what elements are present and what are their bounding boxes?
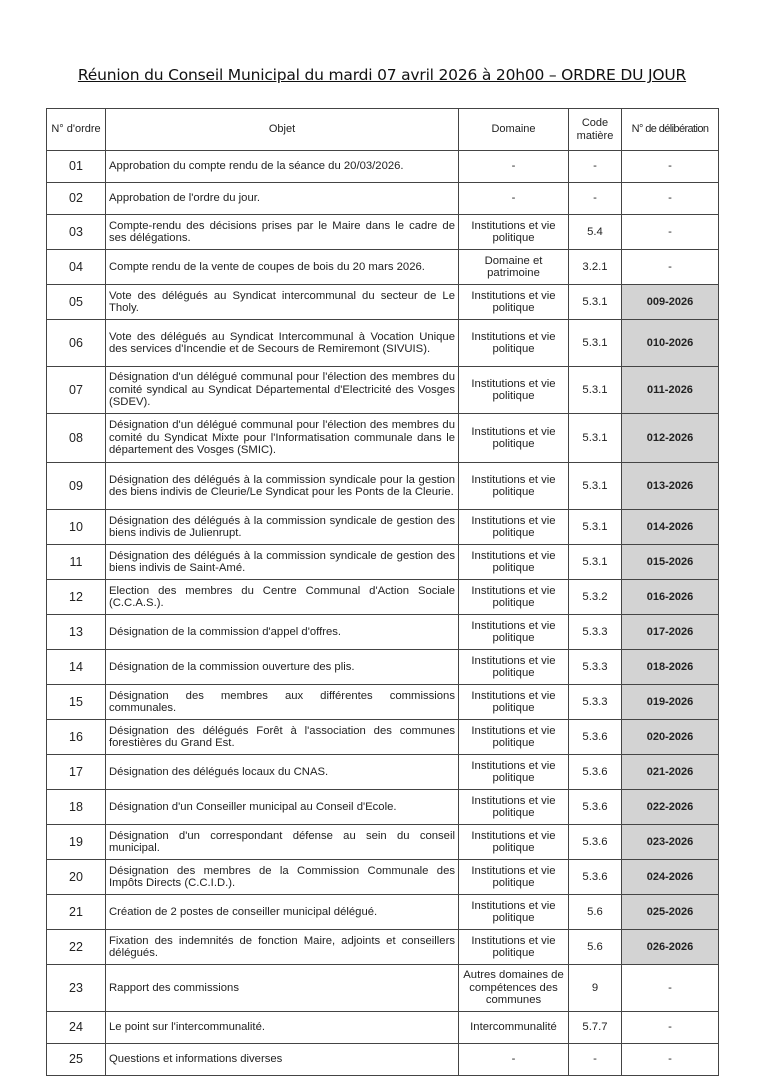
- cell-domaine: Institutions et vie politique: [459, 463, 569, 510]
- cell-objet: Désignation des délégués à la commission syndicale pour la gestion des biens indivis de Cleurie/Le Syndicat pour les Ponts de la Cleurie.: [106, 463, 459, 510]
- cell-domaine: Intercommunalité: [459, 1012, 569, 1044]
- cell-domaine: Domaine et patrimoine: [459, 250, 569, 285]
- cell-delib: 021-2026: [622, 755, 719, 790]
- cell-objet: Création de 2 postes de conseiller municipal délégué.: [106, 895, 459, 930]
- cell-code: 3.2.1: [569, 250, 622, 285]
- cell-delib: -: [622, 215, 719, 250]
- cell-delib: -: [622, 965, 719, 1012]
- cell-domaine: -: [459, 151, 569, 183]
- header-objet: Objet: [106, 109, 459, 151]
- page-title: Réunion du Conseil Municipal du mardi 07 avril 2026 à 20h00 – ORDRE DU JOUR: [77, 66, 687, 84]
- table-row: [47, 615, 719, 650]
- cell-objet: Désignation d'un délégué communal pour l'élection des membres du comité du Syndicat Mixte pour l'Informatisation communale dans le département des Vosges (SMIC).: [106, 414, 459, 463]
- cell-code: 5.3.6: [569, 720, 622, 755]
- cell-domaine: -: [459, 1044, 569, 1076]
- cell-delib: 023-2026: [622, 825, 719, 860]
- cell-delib: -: [622, 250, 719, 285]
- cell-objet: Le point sur l'intercommunalité.: [106, 1012, 459, 1044]
- table-row: [47, 151, 719, 183]
- cell-domaine: Institutions et vie politique: [459, 790, 569, 825]
- table-row: [47, 463, 719, 510]
- cell-num: 13: [47, 615, 106, 650]
- cell-domaine: Institutions et vie politique: [459, 510, 569, 545]
- cell-num: 12: [47, 580, 106, 615]
- cell-delib: 020-2026: [622, 720, 719, 755]
- table-row: [47, 215, 719, 250]
- cell-delib: -: [622, 1044, 719, 1076]
- table-row: [47, 1012, 719, 1044]
- cell-delib: -: [622, 151, 719, 183]
- cell-code: 5.3.3: [569, 685, 622, 720]
- cell-objet: Approbation de l'ordre du jour.: [106, 183, 459, 215]
- cell-objet: Vote des délégués au Syndicat Intercommunal à Vocation Unique des services d'Incendie et de Secours de Remiremont (SIVUIS).: [106, 320, 459, 367]
- cell-domaine: Institutions et vie politique: [459, 860, 569, 895]
- cell-num: 20: [47, 860, 106, 895]
- cell-num: 14: [47, 650, 106, 685]
- cell-domaine: Institutions et vie politique: [459, 545, 569, 580]
- table-row: [47, 650, 719, 685]
- cell-delib: 019-2026: [622, 685, 719, 720]
- table-row: [47, 367, 719, 414]
- table-row: [47, 285, 719, 320]
- header-delib: N° de délibération: [622, 109, 719, 151]
- cell-domaine: Institutions et vie politique: [459, 580, 569, 615]
- table-row: [47, 250, 719, 285]
- cell-num: 21: [47, 895, 106, 930]
- table-row: [47, 1044, 719, 1076]
- cell-code: 5.3.3: [569, 650, 622, 685]
- cell-delib: 017-2026: [622, 615, 719, 650]
- cell-code: 5.3.6: [569, 790, 622, 825]
- cell-objet: Compte-rendu des décisions prises par le Maire dans le cadre de ses délégations.: [106, 215, 459, 250]
- table-row: [47, 860, 719, 895]
- cell-domaine: Institutions et vie politique: [459, 215, 569, 250]
- cell-code: 5.3.1: [569, 463, 622, 510]
- cell-num: 23: [47, 965, 106, 1012]
- cell-code: 5.3.1: [569, 320, 622, 367]
- cell-code: 5.3.2: [569, 580, 622, 615]
- cell-objet: Désignation de la commission ouverture des plis.: [106, 650, 459, 685]
- cell-objet: Désignation d'un correspondant défense au sein du conseil municipal.: [106, 825, 459, 860]
- table-row: [47, 183, 719, 215]
- cell-code: -: [569, 1044, 622, 1076]
- cell-num: 18: [47, 790, 106, 825]
- cell-code: 5.4: [569, 215, 622, 250]
- cell-code: 9: [569, 965, 622, 1012]
- cell-code: -: [569, 151, 622, 183]
- cell-code: 5.3.6: [569, 755, 622, 790]
- table-row: [47, 895, 719, 930]
- cell-domaine: Institutions et vie politique: [459, 895, 569, 930]
- cell-objet: Désignation des délégués locaux du CNAS.: [106, 755, 459, 790]
- table-row: [47, 545, 719, 580]
- cell-delib: 018-2026: [622, 650, 719, 685]
- cell-domaine: Institutions et vie politique: [459, 685, 569, 720]
- cell-objet: Désignation des délégués à la commission syndicale de gestion des biens indivis de Julienrupt.: [106, 510, 459, 545]
- cell-objet: Questions et informations diverses: [106, 1044, 459, 1076]
- cell-code: 5.3.1: [569, 285, 622, 320]
- cell-num: 06: [47, 320, 106, 367]
- table-row: [47, 965, 719, 1012]
- cell-delib: 009-2026: [622, 285, 719, 320]
- cell-objet: Désignation des délégués à la commission syndicale de gestion des biens indivis de Saint-Amé.: [106, 545, 459, 580]
- cell-num: 19: [47, 825, 106, 860]
- cell-domaine: Autres domaines de compétences des communes: [459, 965, 569, 1012]
- cell-code: 5.3.1: [569, 545, 622, 580]
- cell-code: 5.6: [569, 895, 622, 930]
- cell-delib: 026-2026: [622, 930, 719, 965]
- cell-objet: Désignation d'un délégué communal pour l'élection des membres du comité syndical au Syndicat Départemental d'Electricité des Vosges (SDEV).: [106, 367, 459, 414]
- cell-code: 5.3.6: [569, 860, 622, 895]
- cell-objet: Désignation de la commission d'appel d'offres.: [106, 615, 459, 650]
- cell-num: 08: [47, 414, 106, 463]
- cell-objet: Compte rendu de la vente de coupes de bois du 20 mars 2026.: [106, 250, 459, 285]
- cell-num: 02: [47, 183, 106, 215]
- cell-objet: Approbation du compte rendu de la séance du 20/03/2026.: [106, 151, 459, 183]
- agenda-table: [46, 108, 719, 1076]
- agenda-body: [47, 151, 719, 1076]
- header-code: Code matière: [569, 109, 622, 151]
- cell-objet: Désignation d'un Conseiller municipal au Conseil d'Ecole.: [106, 790, 459, 825]
- cell-delib: 014-2026: [622, 510, 719, 545]
- table-header-row: [47, 109, 719, 151]
- cell-num: 15: [47, 685, 106, 720]
- cell-delib: -: [622, 1012, 719, 1044]
- cell-delib: 025-2026: [622, 895, 719, 930]
- cell-objet: Fixation des indemnités de fonction Maire, adjoints et conseillers délégués.: [106, 930, 459, 965]
- cell-num: 10: [47, 510, 106, 545]
- cell-objet: Election des membres du Centre Communal d'Action Sociale (C.C.A.S.).: [106, 580, 459, 615]
- table-row: [47, 580, 719, 615]
- cell-domaine: Institutions et vie politique: [459, 720, 569, 755]
- cell-delib: 024-2026: [622, 860, 719, 895]
- cell-code: 5.3.1: [569, 510, 622, 545]
- table-row: [47, 320, 719, 367]
- header-domaine: Domaine: [459, 109, 569, 151]
- cell-num: 24: [47, 1012, 106, 1044]
- table-row: [47, 790, 719, 825]
- cell-delib: 022-2026: [622, 790, 719, 825]
- cell-code: 5.7.7: [569, 1012, 622, 1044]
- cell-domaine: Institutions et vie politique: [459, 825, 569, 860]
- cell-objet: Désignation des membres de la Commission Communale des Impôts Directs (C.C.I.D.).: [106, 860, 459, 895]
- table-row: [47, 825, 719, 860]
- cell-domaine: Institutions et vie politique: [459, 755, 569, 790]
- cell-objet: Rapport des commissions: [106, 965, 459, 1012]
- cell-delib: 016-2026: [622, 580, 719, 615]
- cell-delib: -: [622, 183, 719, 215]
- table-row: [47, 414, 719, 463]
- cell-num: 03: [47, 215, 106, 250]
- cell-code: 5.3.1: [569, 367, 622, 414]
- cell-delib: 013-2026: [622, 463, 719, 510]
- cell-delib: 011-2026: [622, 367, 719, 414]
- table-row: [47, 755, 719, 790]
- cell-code: -: [569, 183, 622, 215]
- cell-num: 11: [47, 545, 106, 580]
- cell-num: 01: [47, 151, 106, 183]
- cell-delib: 010-2026: [622, 320, 719, 367]
- table-row: [47, 720, 719, 755]
- cell-domaine: Institutions et vie politique: [459, 320, 569, 367]
- cell-num: 16: [47, 720, 106, 755]
- cell-num: 04: [47, 250, 106, 285]
- cell-code: 5.6: [569, 930, 622, 965]
- cell-num: 22: [47, 930, 106, 965]
- cell-objet: Désignation des délégués Forêt à l'association des communes forestières du Grand Est.: [106, 720, 459, 755]
- cell-num: 09: [47, 463, 106, 510]
- table-row: [47, 685, 719, 720]
- cell-objet: Désignation des membres aux différentes commissions communales.: [106, 685, 459, 720]
- cell-delib: 015-2026: [622, 545, 719, 580]
- cell-domaine: Institutions et vie politique: [459, 930, 569, 965]
- header-num: N° d'ordre: [47, 109, 106, 151]
- cell-domaine: Institutions et vie politique: [459, 367, 569, 414]
- table-row: [47, 510, 719, 545]
- cell-num: 17: [47, 755, 106, 790]
- cell-domaine: Institutions et vie politique: [459, 414, 569, 463]
- cell-code: 5.3.3: [569, 615, 622, 650]
- cell-num: 25: [47, 1044, 106, 1076]
- cell-delib: 012-2026: [622, 414, 719, 463]
- cell-domaine: Institutions et vie politique: [459, 615, 569, 650]
- table-row: [47, 930, 719, 965]
- cell-code: 5.3.6: [569, 825, 622, 860]
- cell-code: 5.3.1: [569, 414, 622, 463]
- cell-num: 05: [47, 285, 106, 320]
- cell-num: 07: [47, 367, 106, 414]
- cell-domaine: Institutions et vie politique: [459, 650, 569, 685]
- cell-domaine: -: [459, 183, 569, 215]
- cell-domaine: Institutions et vie politique: [459, 285, 569, 320]
- cell-objet: Vote des délégués au Syndicat intercommunal du secteur de Le Tholy.: [106, 285, 459, 320]
